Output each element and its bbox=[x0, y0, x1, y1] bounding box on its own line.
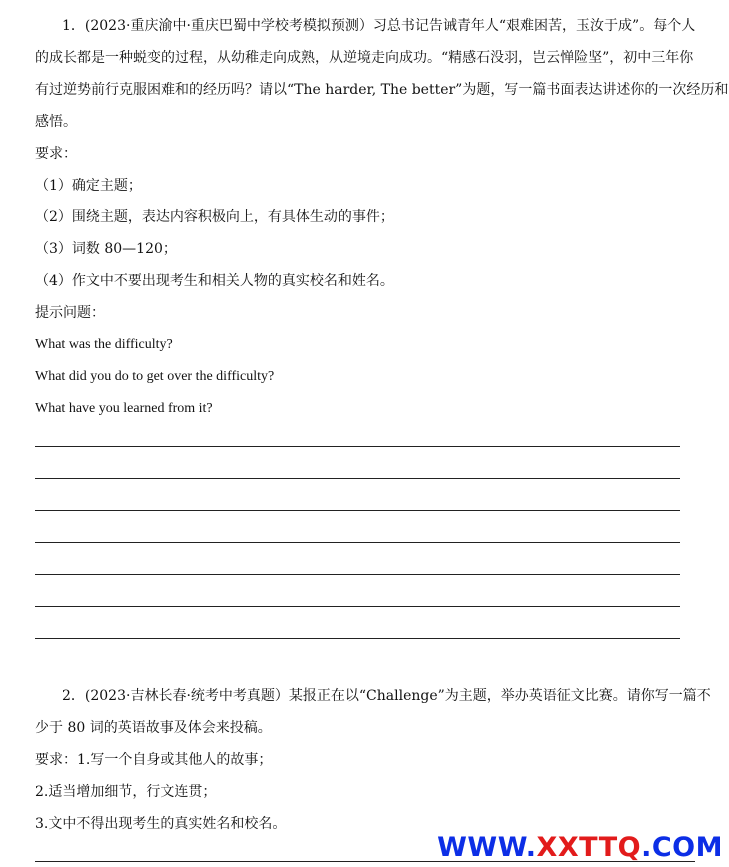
question2-line-1: 2．(2023·吉林长春·统考中考真题）某报正在以“Challenge”为主题，举办英语征文比赛。请你写一篇不 bbox=[62, 688, 711, 704]
requirement-item: （4）作文中不要出现考生和相关人物的真实校名和姓名。 bbox=[35, 273, 394, 289]
requirements-label: 要求： bbox=[35, 146, 77, 162]
watermark-part: WWW. bbox=[437, 832, 537, 863]
requirement-item: 3.文中不得出现考生的真实姓名和校名。 bbox=[35, 816, 287, 832]
answer-writing-line[interactable] bbox=[35, 478, 680, 479]
answer-writing-line[interactable] bbox=[35, 446, 680, 447]
answer-writing-line[interactable] bbox=[35, 638, 680, 639]
requirement-item: 2.适当增加细节，行文连贯； bbox=[35, 784, 217, 800]
question1-line-2: 的成长都是一种蜕变的过程，从幼稚走向成熟，从逆境走向成功。“精感石没羽，岂云惮险坚”，初中三年你 bbox=[35, 50, 694, 66]
answer-writing-line[interactable] bbox=[35, 606, 680, 607]
question2-line-2: 少于 80 词的英语故事及体会来投稿。 bbox=[35, 720, 272, 736]
requirement-item: （1）确定主题； bbox=[35, 178, 142, 194]
watermark-part: .COM bbox=[641, 832, 723, 863]
site-watermark bbox=[437, 832, 723, 863]
question1-line-4: 感悟。 bbox=[35, 114, 77, 130]
requirement-item: （2）围绕主题，表达内容积极向上，有具体生动的事件； bbox=[35, 209, 394, 225]
answer-writing-line[interactable] bbox=[35, 510, 680, 511]
hint-question: What have you learned from it? bbox=[35, 401, 213, 416]
answer-writing-line[interactable] bbox=[35, 542, 680, 543]
requirement-item: （3）词数 80—120； bbox=[35, 241, 177, 257]
watermark-part: XXTTQ bbox=[536, 832, 642, 863]
answer-writing-line[interactable] bbox=[35, 574, 680, 575]
question1-line-3: 有过逆势前行克服困难和的经历吗？请以“The harder, The better”为题，写一篇书面表达讲述你的一次经历和 bbox=[35, 82, 729, 98]
requirement-item: 要求：1.写一个自身或其他人的故事； bbox=[35, 752, 273, 768]
hint-question: What did you do to get over the difficulty? bbox=[35, 369, 275, 384]
question1-line-1: 1．(2023·重庆渝中·重庆巴蜀中学校考模拟预测）习总书记告诫青年人“艰难困苦，玉汝于成”。每个人 bbox=[62, 18, 696, 34]
hints-label: 提示问题： bbox=[35, 305, 105, 321]
hint-question: What was the difficulty? bbox=[35, 337, 173, 352]
